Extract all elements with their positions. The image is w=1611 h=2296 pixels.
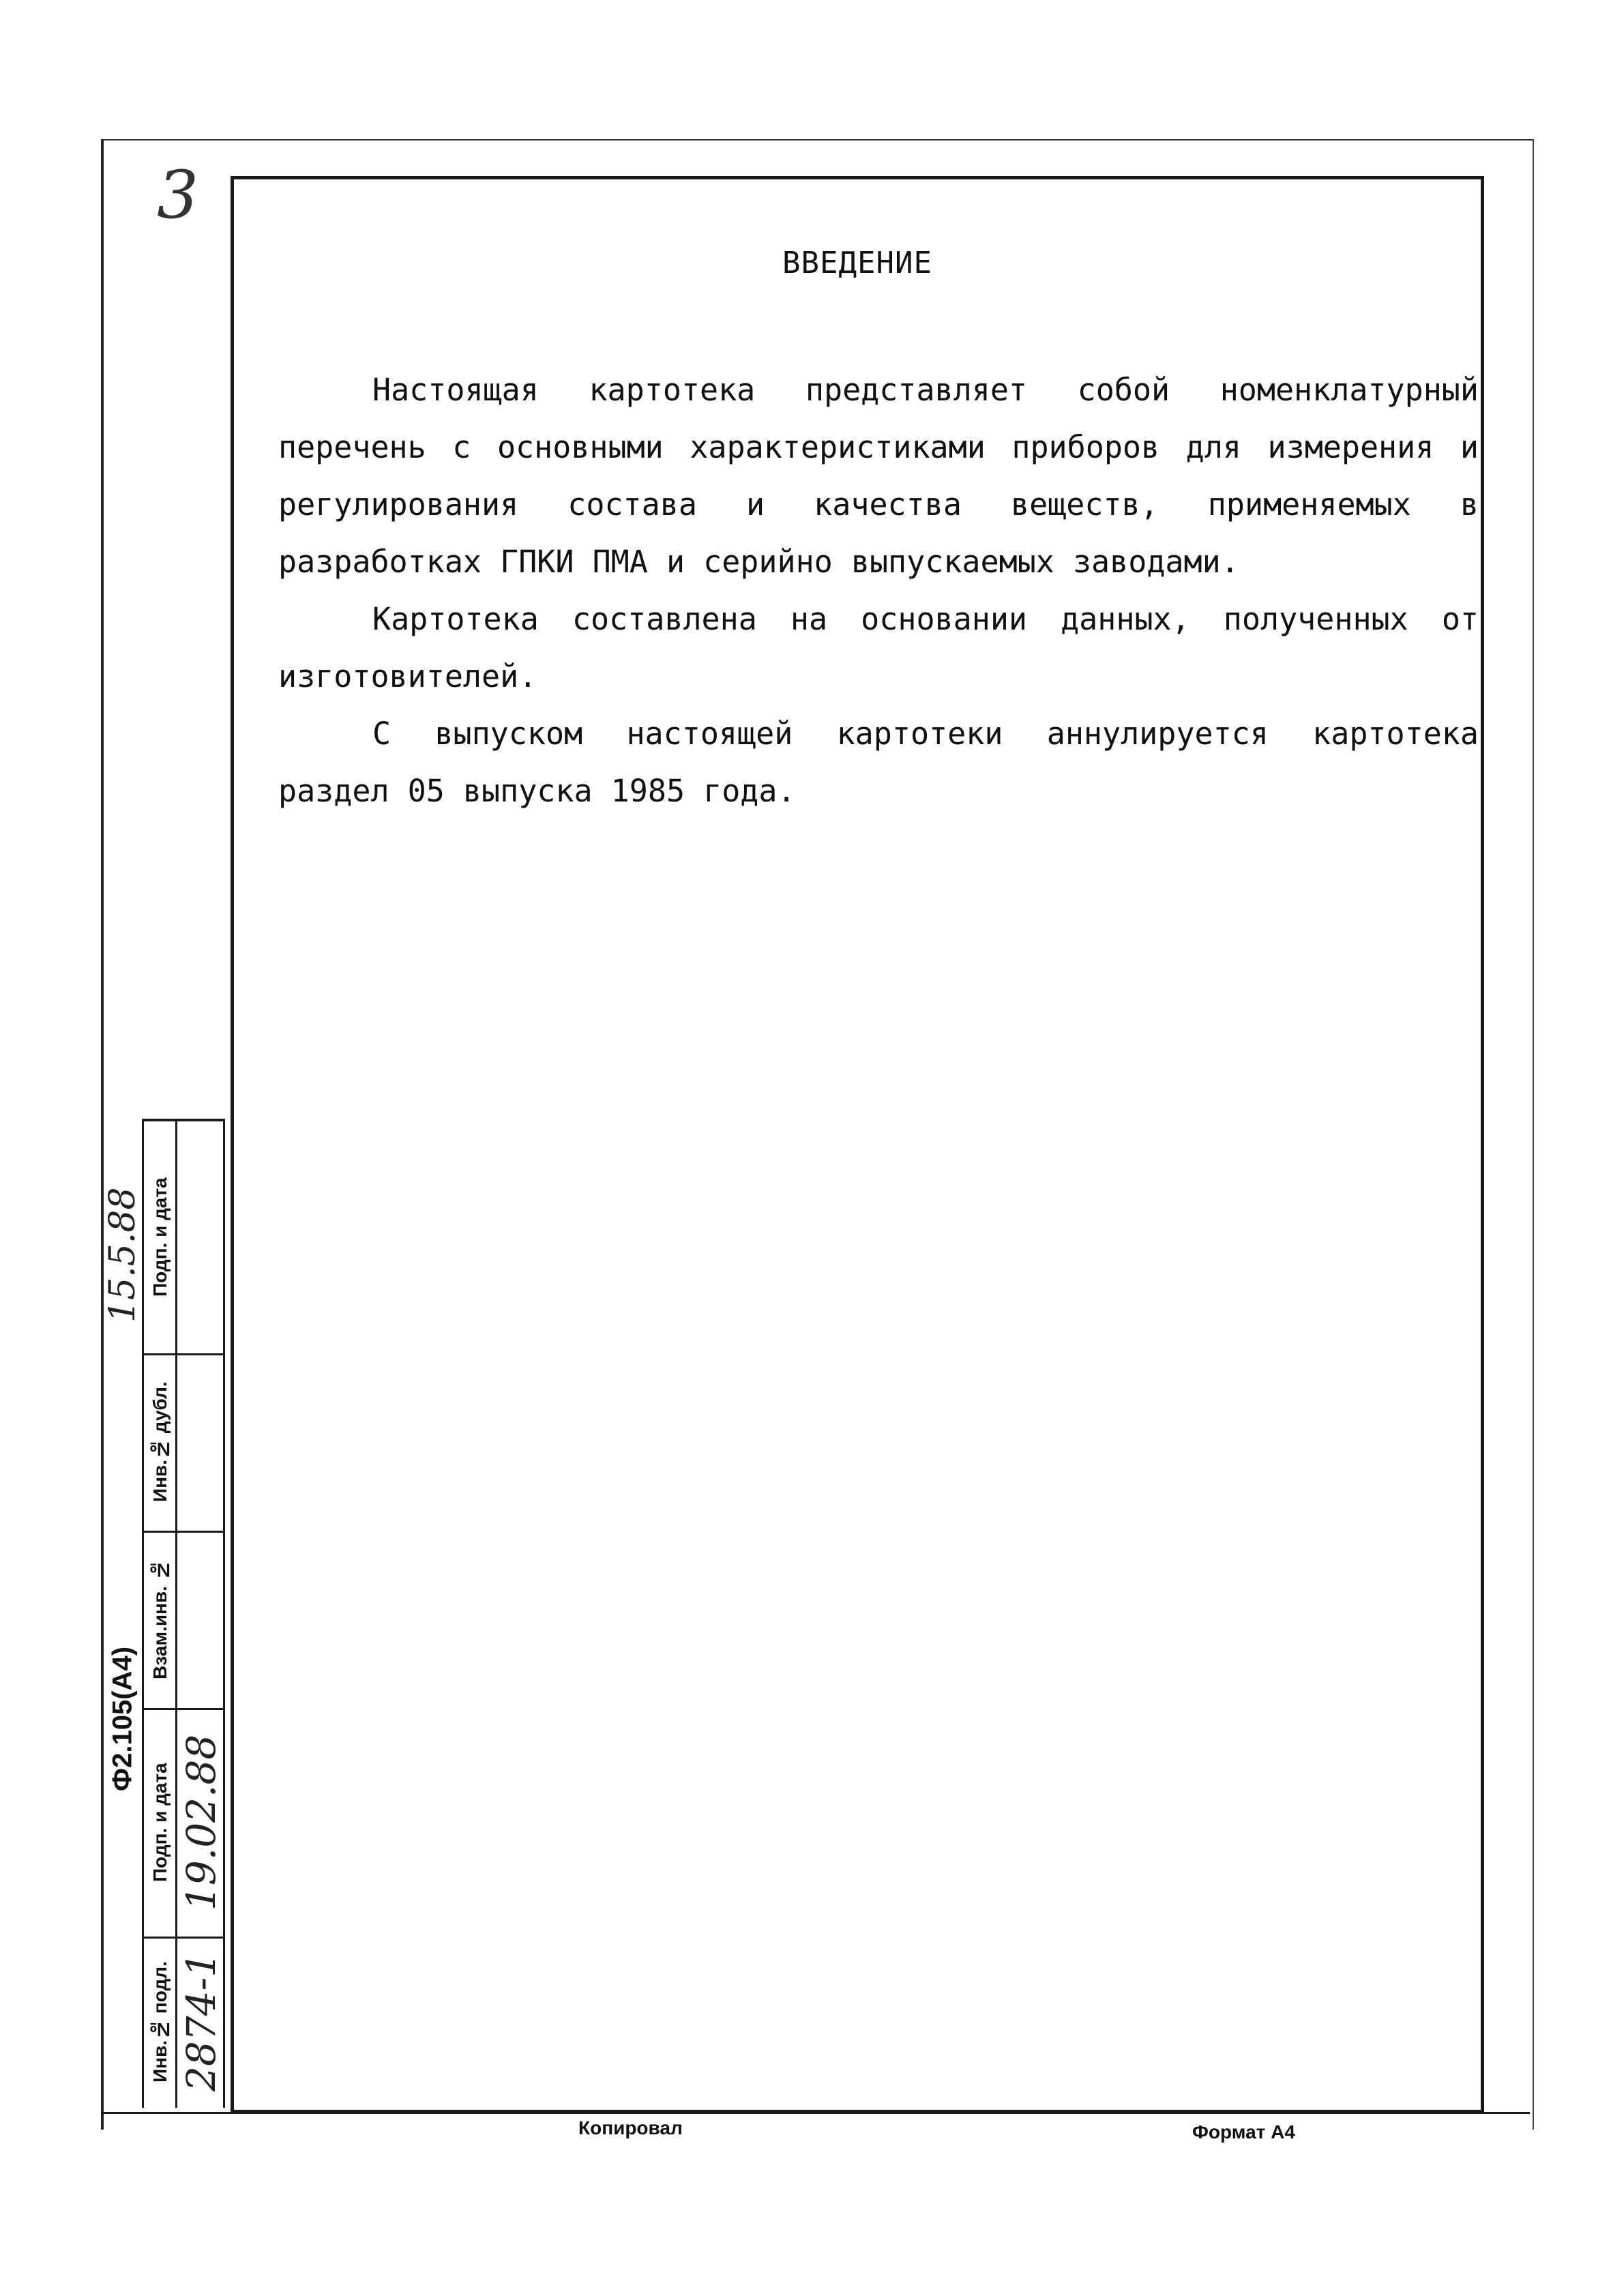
paragraph-3: С выпуском настоящей картотеки аннулируется картотека раздел 05 выпуска 1985 года. [278,716,1479,809]
stamp-label-sign-date: Подп. и дата [149,1763,171,1882]
form-code: Ф2.105(А4) [107,1647,138,1792]
page-number: 3 [157,157,199,233]
body-text [278,362,1479,820]
footer-copied: Копировал [578,2117,683,2138]
stamp-value-inv-orig: 2874-1 [178,1952,224,2092]
bottom-border-line [101,2112,1530,2114]
stamp-label-inv-dup: Инв.№ дубл. [149,1381,171,1503]
page-title: ВВЕДЕНИЕ [782,246,932,280]
side-stamp-table [142,1119,225,2108]
stamp-column-divider [175,1121,177,2108]
paragraph-2: Картотека составлена на основании данных, полученных от изготовителей. [278,601,1479,694]
stamp-label-replace-inv: Взам.инв. № [149,1559,171,1679]
stamp-value-sign-date: 19.02.88 [178,1734,224,1911]
paragraph-1: Настоящая картотека представляет собой номенклатурный перечень с основными характеристиками приборов для измерения и регулирования состава и качества веществ, применяемых в разработках ГПКИ ПМА и серийно выпускаемых заводами. [278,372,1479,580]
footer-format: Формат А4 [1192,2121,1295,2143]
side-signature: 15.5.88 [102,1187,143,1323]
stamp-label-inv-orig: Инв.№ подл. [149,1961,171,2082]
stamp-label-sign-date-top: Подп. и дата [149,1177,171,1297]
